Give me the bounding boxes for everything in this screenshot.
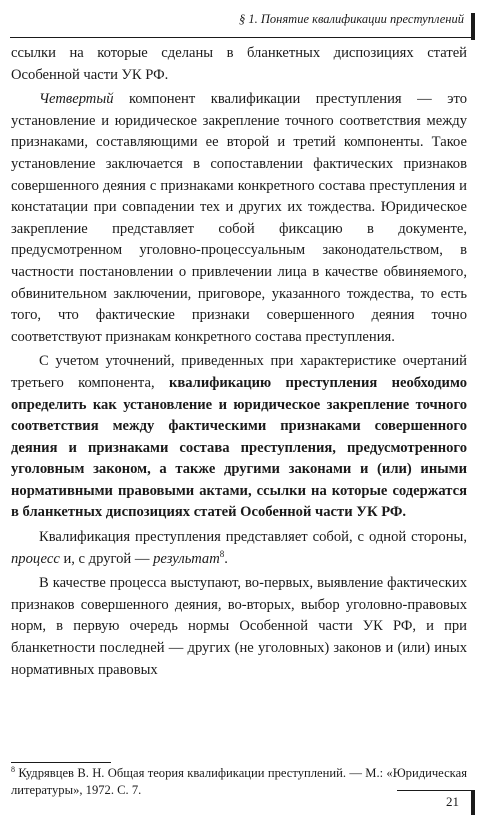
footnote-text: Кудрявцев В. Н. Общая теория квалификации преступлений. — М.: «Юридическая литературы», 1972. С. 7. (11, 766, 467, 797)
running-header (0, 0, 486, 40)
paragraph-process (11, 573, 467, 681)
emphasis-result: результат (153, 550, 220, 567)
paragraph-text: С учетом уточнений, приведенных при характеристике очертаний третьего компонента, (11, 353, 467, 391)
emphasis-process: процесс (11, 550, 60, 567)
footnote-marker: 8 (11, 765, 15, 774)
page-number: 21 (446, 794, 459, 809)
emphasis-fourth: Четвертый (39, 91, 114, 108)
body-text (11, 43, 467, 681)
paragraph-text: ссылки на которые сделаны в бланкетных диспозициях статей Особенной части УК РФ. (11, 45, 467, 83)
footer-edge-bar (471, 790, 475, 815)
page-footer (0, 786, 486, 817)
header-rule (10, 37, 472, 38)
footnote-rule (11, 762, 111, 763)
paragraph-process-result (11, 527, 467, 570)
paragraph-continuation (11, 43, 467, 86)
paragraph-text: компонент квалификации преступления — это установление и юридическое закрепление точного соответствия между признаками, составляющими ее второй и третий компоненты. Такое установление заключается в сопоставлении фактических признаков совершенного деяния с признаками конкретного состава преступления и констатации при совпадении тех и других их тождества. Юридическое закрепление представляет собой фиксацию в документе, предусмотренном уголовно-процессуальным законодательством, в частности постановлении о привлечении лица в качестве обвиняемого, обвинительном заключении, приговоре, указанного тождества, то есть того, что фактические признаки совершенного деяния точно соответствуют признакам конкретного состава преступления. (11, 91, 467, 345)
paragraph-fourth-component (11, 89, 467, 348)
footer-rule (397, 790, 472, 791)
definition-bold: квалификацию преступления необходимо определить как установление и юридическое закрепление точного соответствия между фактическими признаками совершенного деяния и признаками состава преступления, предусмотренного уголовным законом, а также другими законами и (или) иными нормативными правовыми актами, ссылки на которые содержатся в бланкетных диспозициях статей Особенной части УК РФ. (11, 374, 467, 521)
paragraph-text: Квалификация преступления представляет собой, с одной стороны, (39, 529, 467, 546)
paragraph-definition (11, 351, 467, 524)
paragraph-text: В качестве процесса выступают, во-первых, выявление фактических признаков совершенного деяния, во-вторых, выбор уголовно-правовых норм, в первую очередь нормы Особенной части УК РФ, и при бланкетности последней — других (не уголовных) законов и (или) иных нормативных правовых (11, 575, 467, 678)
paragraph-text: . (224, 550, 228, 567)
paragraph-text: и, с другой — (59, 550, 154, 567)
footnote-ref[interactable]: 8 (219, 548, 225, 559)
running-title: § 1. Понятие квалификации преступлений (239, 12, 464, 26)
header-edge-bar (471, 13, 475, 40)
